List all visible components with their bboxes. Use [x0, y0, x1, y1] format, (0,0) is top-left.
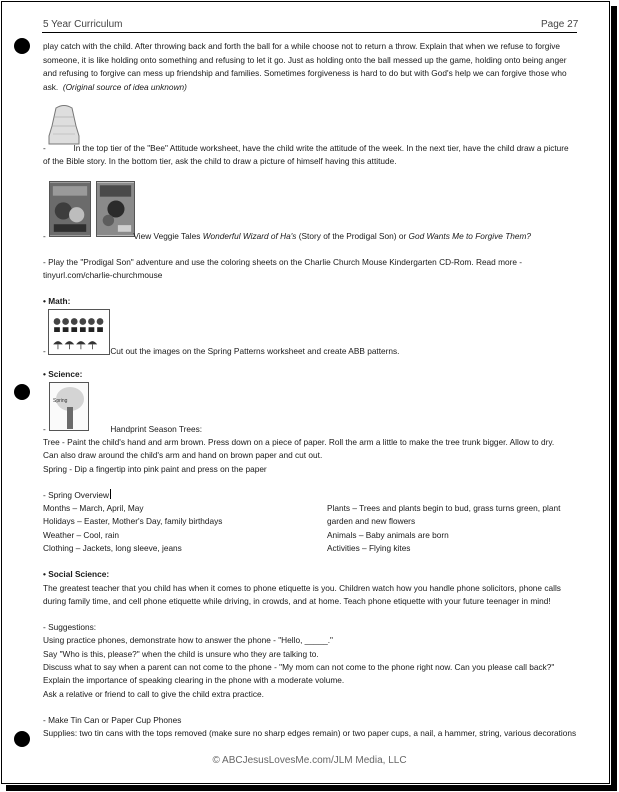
overview-item: Months – March, April, May: [43, 503, 144, 513]
paragraph-line: - Cut out the images on the Spring Patterns worksheet and create ABB patterns.: [43, 346, 400, 356]
page-number: Page 27: [541, 19, 579, 30]
suggestion-item: Using practice phones, demonstrate how to answer the phone - "Hello, _____.": [43, 635, 333, 645]
overview-item: Animals – Baby animals are born: [327, 530, 449, 540]
suggestion-item: Say "Who is this, please?" when the child is unsure who they are talking to.: [43, 649, 319, 659]
overview-item: Holidays – Easter, Mother's Day, family birthdays: [43, 516, 223, 526]
paragraph-line: - In the top tier of the "Bee" Attitude worksheet, have the child write the attitude of the week. In the next tier, have the child draw a picture: [43, 143, 569, 153]
binder-hole: [14, 38, 30, 54]
section-heading-social-science: • Social Science:: [43, 569, 110, 579]
dvd-cover-wizard-icon: [49, 181, 91, 237]
paragraph-line: - View Veggie Tales Wonderful Wizard of Ha's (Story of the Prodigal Son) or God Wants Me to Forgive Them?: [43, 231, 532, 241]
header-rule: [42, 32, 577, 33]
overview-item: garden and new flowers: [327, 516, 416, 526]
overview-item: Activities – Flying kites: [327, 543, 411, 553]
header-title: 5 Year Curriculum: [43, 19, 123, 30]
overview-heading: - Spring Overview: [43, 490, 109, 500]
suggestion-item: Discuss what to say when a parent can not come to the phone - "My mom can not come to the phone right now. Can you please call back?": [43, 662, 555, 672]
suggestion-item: Explain the importance of speaking clearing in the phone with a moderate volume.: [43, 675, 345, 685]
binder-hole: [14, 384, 30, 400]
footer-copyright: © ABCJesusLovesMe.com/JLM Media, LLC: [212, 755, 407, 766]
dvd-cover-forgive-icon: [96, 181, 135, 237]
page-shadow: [611, 6, 617, 791]
section-heading-math: • Math:: [43, 296, 71, 306]
paragraph-line: of the Bible story. In the bottom tier, ask the child to draw a picture of himself having this attitude.: [43, 156, 397, 166]
suggestions-heading: - Suggestions:: [43, 622, 97, 632]
supplies-line: Supplies: two tin cans with the tops removed (make sure no sharp edges remain) or two paper cups, a nail, a hammer, string, various decorations: [43, 728, 577, 738]
paragraph-line: - Play the "Prodigal Son" adventure and use the coloring sheets on the Charlie Church Mouse Kindergarten CD-Rom. Read more -: [43, 257, 523, 267]
paragraph-line: during family time, and cell phone etiquette while driving, in crowds, and at home. Teach phone etiquette with your future teenager in mind!: [43, 596, 551, 606]
binder-hole: [14, 731, 30, 747]
thumbnail-label: Spring: [53, 398, 68, 404]
suggestion-item: Ask a relative or friend to call to give the child extra practice.: [43, 689, 264, 699]
source-note: (Original source of idea unknown): [62, 82, 187, 92]
paragraph-line: The greatest teacher that you child has when it comes to phone etiquette is you. Children watch how you handle phone solicitors, phone calls: [43, 583, 561, 593]
phones-heading: - Make Tin Can or Paper Cup Phones: [43, 715, 182, 725]
paragraph-line: Spring - Dip a fingertip into pink paint and press on the paper: [43, 464, 267, 474]
text-cursor: [110, 489, 111, 499]
overview-item: Clothing – Jackets, long sleeve, jeans: [43, 543, 182, 553]
overview-item: Plants – Trees and plants begin to bud, grass turns green, plant: [327, 503, 561, 513]
overview-item: Weather – Cool, rain: [43, 530, 119, 540]
paragraph-line: someone, it is like holding onto something and refusing to let it go. Just as holding onto the ball messed up the game, holding onto being anger: [43, 55, 567, 65]
section-heading-science: • Science:: [43, 369, 83, 379]
paragraph-line: - Handprint Season Trees:: [43, 424, 203, 434]
page-shadow: [6, 785, 617, 791]
paragraph-line: play catch with the child. After throwing back and forth the ball for a while choose not to return a throw. Explain that when we refuse to forgive: [43, 41, 560, 51]
paragraph-line: Tree - Paint the child's hand and arm brown. Press down on a piece of paper. Roll the arm a little to make the tree trunk bigger. Allow to dry.: [43, 437, 555, 447]
paragraph-line: Can also draw around the child's arm and hand on brown paper and cut out.: [43, 450, 323, 460]
paragraph-line: tinyurl.com/charlie-churchmouse: [43, 270, 163, 280]
paragraph-line: ask. (Original source of idea unknown): [43, 82, 187, 92]
paragraph-line: and refusing to forgive can mess up friendship and families. Sometimes forgiveness is hard to do but with God's help we can forgive those who: [43, 68, 567, 78]
